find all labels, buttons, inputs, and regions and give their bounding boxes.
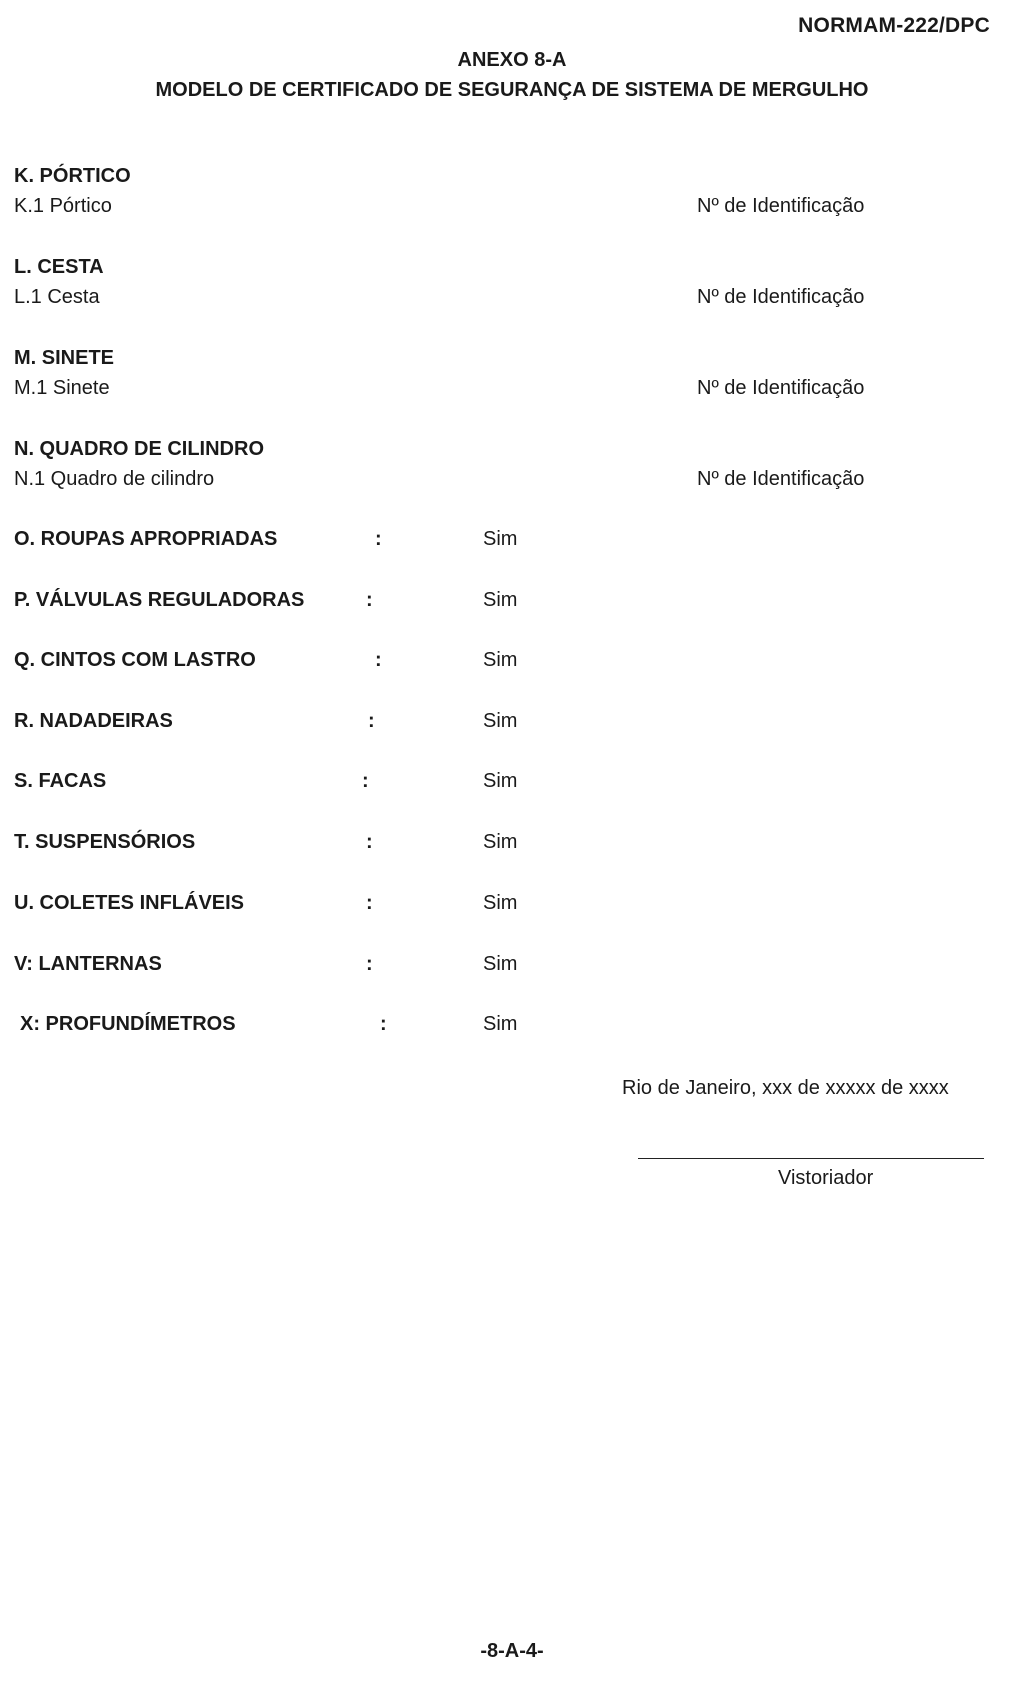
section-item-k1: K.1 Pórtico <box>14 195 112 217</box>
checklist-separator-u: : <box>366 892 373 914</box>
page-number: -8-A-4- <box>480 1640 544 1662</box>
checklist-separator-t: : <box>366 831 373 853</box>
title-block <box>0 45 1024 105</box>
section-item-n1: N.1 Quadro de cilindro <box>14 468 215 490</box>
signature-role: Vistoriador <box>778 1167 874 1189</box>
section-heading-k: K. PÓRTICO <box>14 165 131 187</box>
checklist-value-o: Sim <box>483 528 518 550</box>
checklist-label-s: S. FACAS <box>14 770 107 792</box>
checklist-label-t: T. SUSPENSÓRIOS <box>14 831 196 853</box>
id-label-n1: Nº de Identificação <box>697 468 865 490</box>
checklist-value-t: Sim <box>483 831 518 853</box>
document-reference: NORMAM-222/DPC <box>798 14 990 37</box>
place-date: Rio de Janeiro, xxx de xxxxx de xxxx <box>622 1077 949 1099</box>
signature-line <box>638 1158 984 1159</box>
annex-title: ANEXO 8-A <box>457 49 567 71</box>
id-label-m1: Nº de Identificação <box>697 377 865 399</box>
checklist-label-r: R. NADADEIRAS <box>14 710 173 732</box>
checklist-label-o: O. ROUPAS APROPRIADAS <box>14 528 278 550</box>
checklist-separator-r: : <box>368 710 375 732</box>
section-heading-m: M. SINETE <box>14 347 115 369</box>
document-title: MODELO DE CERTIFICADO DE SEGURANÇA DE SISTEMA DE MERGULHO <box>155 79 869 101</box>
checklist-separator-q: : <box>375 649 382 671</box>
checklist-separator-o: : <box>375 528 382 550</box>
section-item-l1: L.1 Cesta <box>14 286 100 308</box>
checklist-value-u: Sim <box>483 892 518 914</box>
checklist-value-q: Sim <box>483 649 518 671</box>
checklist-label-u: U. COLETES INFLÁVEIS <box>14 892 245 914</box>
checklist-value-x: Sim <box>483 1013 518 1035</box>
checklist-value-s: Sim <box>483 770 518 792</box>
checklist-label-x: X: PROFUNDÍMETROS <box>20 1013 236 1035</box>
section-heading-l: L. CESTA <box>14 256 104 278</box>
checklist-value-v: Sim <box>483 953 518 975</box>
checklist-label-q: Q. CINTOS COM LASTRO <box>14 649 256 671</box>
checklist-label-p: P. VÁLVULAS REGULADORAS <box>14 589 305 611</box>
id-label-k1: Nº de Identificação <box>697 195 865 217</box>
checklist-separator-s: : <box>362 770 369 792</box>
checklist-separator-v: : <box>366 953 373 975</box>
checklist-separator-x: : <box>380 1013 387 1035</box>
checklist-value-p: Sim <box>483 589 518 611</box>
section-item-m1: M.1 Sinete <box>14 377 110 399</box>
id-label-l1: Nº de Identificação <box>697 286 865 308</box>
section-heading-n: N. QUADRO DE CILINDRO <box>14 438 264 460</box>
checklist-label-v: V: LANTERNAS <box>14 953 162 975</box>
checklist-separator-p: : <box>366 589 373 611</box>
checklist-value-r: Sim <box>483 710 518 732</box>
